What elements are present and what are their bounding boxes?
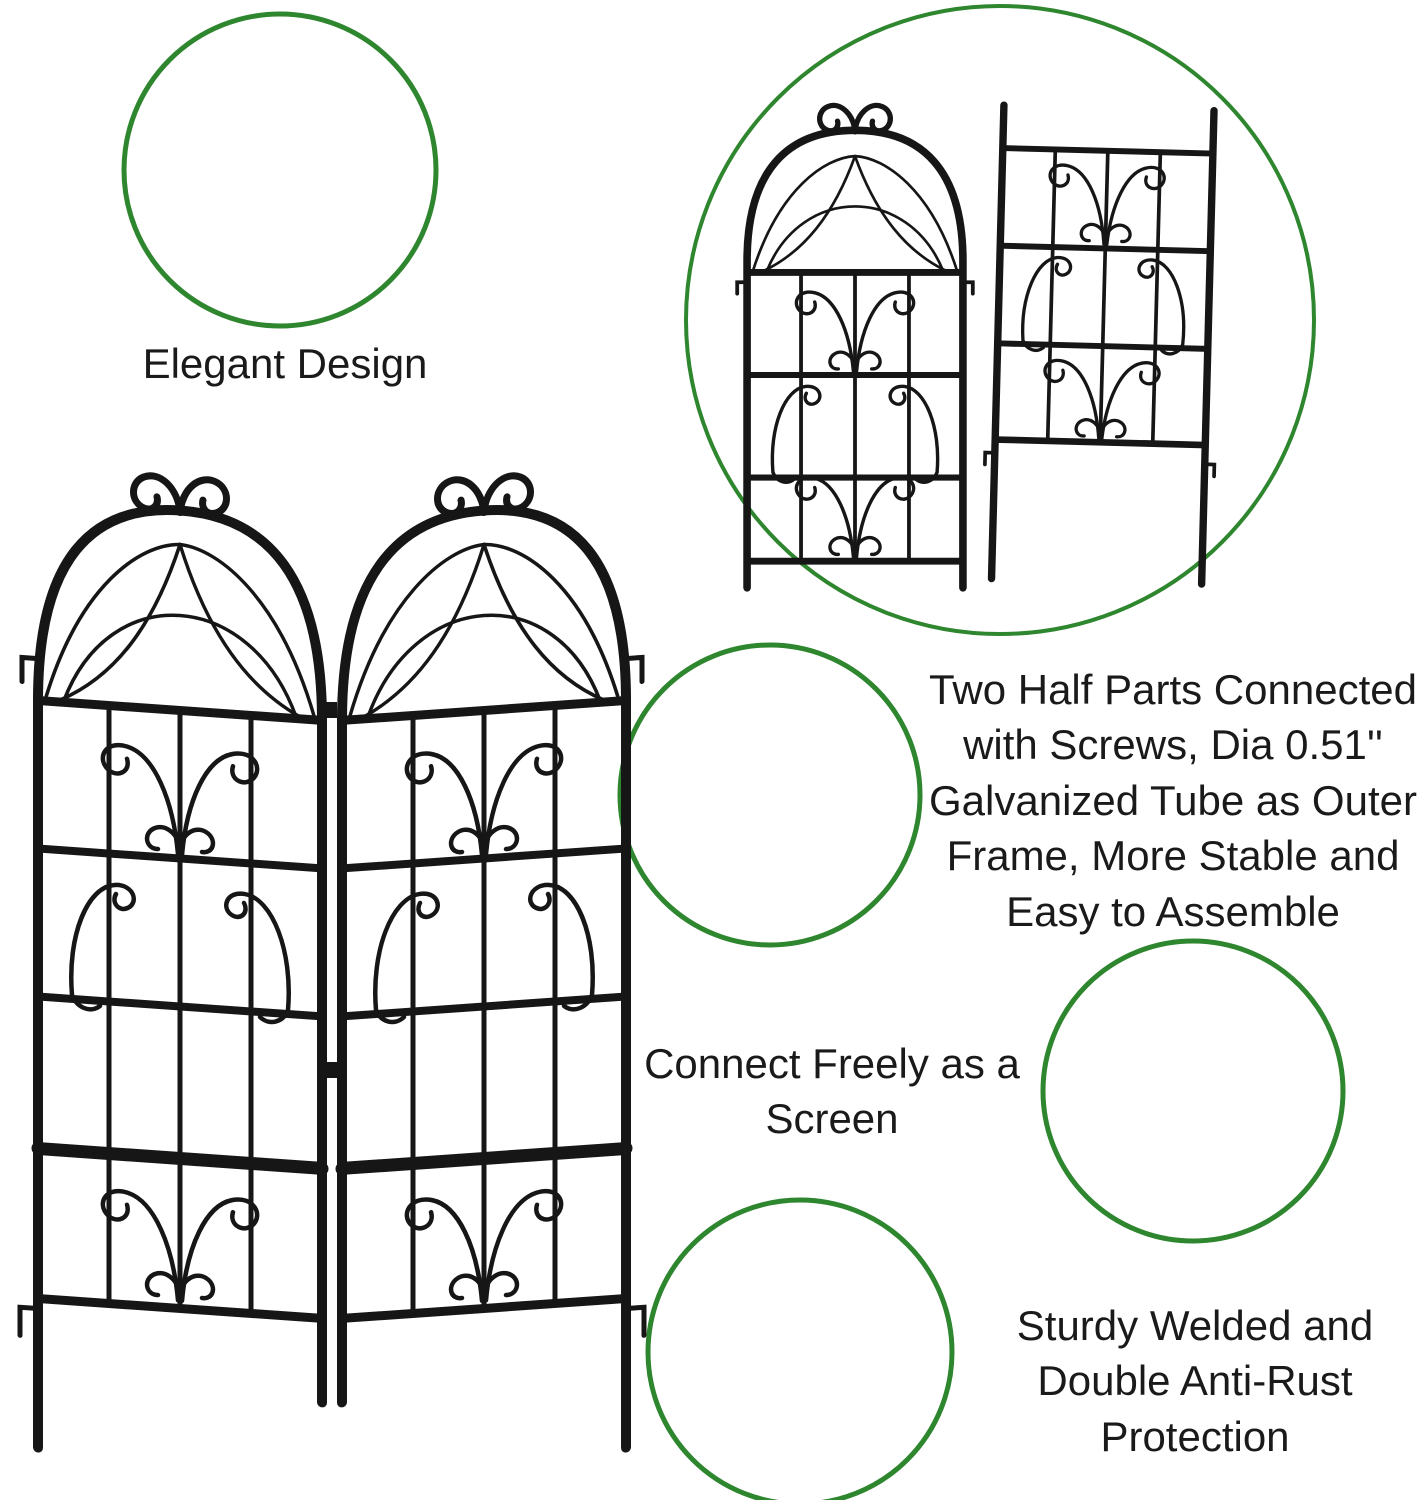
hinge-pin-bottom [325,1062,337,1078]
finial-detail-icon [110,0,450,340]
green-circle-outline [620,645,920,945]
panels-overview-icon [680,0,1320,640]
trellis-left-panel [20,467,322,1462]
sturdy-welded-caption: Sturdy Welded and Double Anti-Rust Protection [1016,1302,1374,1460]
green-circle-outline [124,14,436,326]
green-circle-outline [1043,941,1343,1241]
elegant-design-caption: Elegant Design [142,340,428,387]
trellis-right-panel [342,467,644,1462]
connect-freely-caption: Connect Freely as a Screen [644,1040,1020,1143]
trellis-screen-illustration [0,452,660,1462]
welded-joint-detail-icon [640,1192,960,1500]
green-circle-outline [648,1200,952,1500]
two-half-parts-caption: Two Half Parts Connected with Screws, Dia 0.51'' Galvanized Tube as Outer Frame, More Stable and Easy to Assemble [929,666,1417,935]
bracket-connection-detail-icon [1035,933,1351,1249]
hinge-pin-top [325,702,337,718]
